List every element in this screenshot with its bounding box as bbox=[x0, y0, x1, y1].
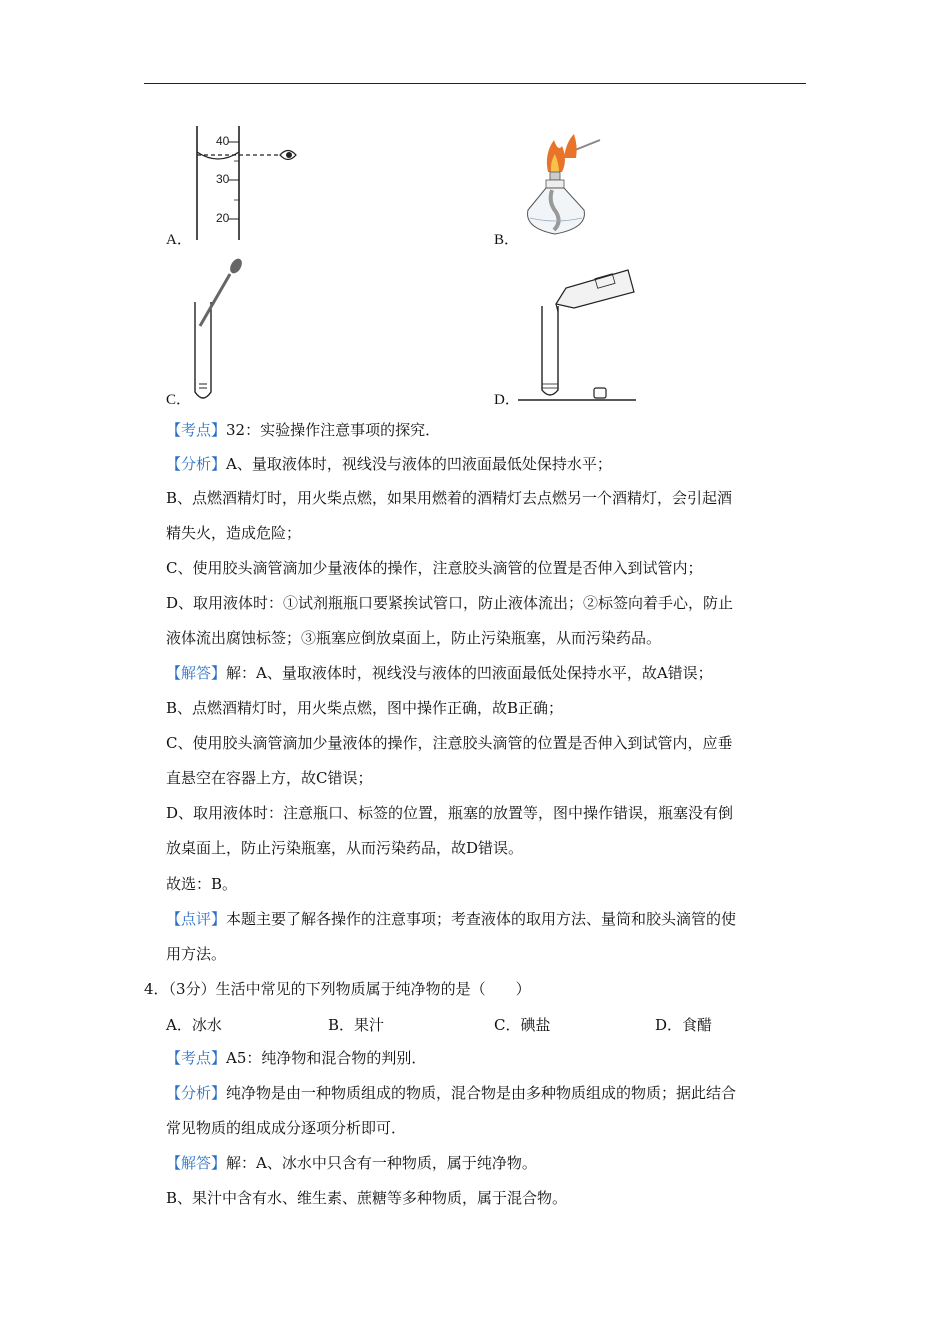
q3-dianping-line1: 【点评】本题主要了解各操作的注意事项；考查液体的取用方法、量筒和胶头滴管的使 bbox=[166, 910, 737, 928]
header-rule bbox=[144, 83, 806, 84]
fenxi-tag: 【分析】 bbox=[166, 455, 227, 473]
figure-a-label: A． bbox=[166, 232, 192, 248]
q3-jieda-line6: 放桌面上，防止污染瓶塞，从而污染药品，故D错误。 bbox=[166, 839, 524, 857]
q3-jieda-line7: 故选：B。 bbox=[166, 875, 238, 893]
q3-jieda-line2: B、点燃酒精灯时，用火柴点燃，图中操作正确，故B正确； bbox=[166, 699, 564, 717]
figure-b-label: B． bbox=[494, 232, 520, 248]
jieda-tag: 【解答】 bbox=[166, 664, 227, 682]
q4-jieda-line2: B、果汁中含有水、维生素、蔗糖等多种物质，属于混合物。 bbox=[166, 1189, 568, 1207]
tick-label-20: 20 bbox=[216, 211, 230, 225]
jieda-tag: 【解答】 bbox=[166, 1154, 227, 1172]
kaodian-tag: 【考点】 bbox=[166, 421, 227, 439]
figure-d-pouring-liquid bbox=[518, 262, 638, 407]
figure-c-label: C． bbox=[166, 392, 192, 408]
q4-choice-c: C．碘盐 bbox=[494, 1016, 551, 1034]
q3-fenxi-line1: 【分析】A、量取液体时，视线没与液体的凹液面最低处保持水平； bbox=[166, 455, 612, 473]
dianping-tag: 【点评】 bbox=[166, 910, 227, 928]
q3-jieda-line5: D、取用液体时：注意瓶口、标签的位置，瓶塞的放置等，图中操作错误，瓶塞没有倒 bbox=[166, 804, 734, 822]
figure-a-graduated-cylinder bbox=[190, 122, 310, 242]
figure-c-dropper-in-tube bbox=[190, 256, 260, 406]
q4-choice-d: D．食醋 bbox=[655, 1016, 713, 1034]
q4-fenxi-line2: 常见物质的组成成分逐项分析即可． bbox=[166, 1119, 407, 1137]
q4-fenxi-line1: 【分析】纯净物是由一种物质组成的物质，混合物是由多种物质组成的物质；据此结合 bbox=[166, 1084, 737, 1102]
q3-jieda-line1: 【解答】解：A、量取液体时，视线没与液体的凹液面最低处保持水平，故A错误； bbox=[166, 664, 713, 682]
q3-fenxi-line5: D、取用液体时：①试剂瓶瓶口要紧挨试管口，防止液体流出；②标签向着手心，防止 bbox=[166, 594, 734, 612]
q3-jieda-line3: C、使用胶头滴管滴加少量液体的操作，注意胶头滴管的位置是否伸入到试管内，应垂 bbox=[166, 734, 733, 752]
q3-fenxi-line3: 精失火，造成危险； bbox=[166, 524, 302, 542]
q4-kaodian: 【考点】A5：纯净物和混合物的判别． bbox=[166, 1049, 427, 1067]
figure-d-label: D． bbox=[494, 392, 520, 408]
tick-label-40: 40 bbox=[216, 134, 230, 148]
kaodian-tag: 【考点】 bbox=[166, 1049, 227, 1067]
tick-label-30: 30 bbox=[216, 172, 230, 186]
q4-stem: 4．（3分）生活中常见的下列物质属于纯净物的是（ ） bbox=[144, 980, 531, 998]
q3-dianping-line2: 用方法。 bbox=[166, 945, 227, 963]
q4-choice-a: A．冰水 bbox=[166, 1016, 222, 1034]
q3-jieda-line4: 直悬空在容器上方，故C错误； bbox=[166, 769, 373, 787]
fenxi-tag: 【分析】 bbox=[166, 1084, 227, 1102]
eye-icon bbox=[280, 151, 296, 160]
figure-b-alcohol-lamp bbox=[518, 132, 618, 242]
q4-jieda-line1: 【解答】解：A、冰水中只含有一种物质，属于纯净物。 bbox=[166, 1154, 537, 1172]
q4-choice-b: B．果汁 bbox=[328, 1016, 385, 1034]
q3-fenxi-line4: C、使用胶头滴管滴加少量液体的操作，注意胶头滴管的位置是否伸入到试管内； bbox=[166, 559, 703, 577]
q3-kaodian: 【考点】32：实验操作注意事项的探究． bbox=[166, 421, 441, 439]
q3-fenxi-line2: B、点燃酒精灯时，用火柴点燃，如果用燃着的酒精灯去点燃另一个酒精灯，会引起酒 bbox=[166, 489, 733, 507]
q3-fenxi-line6: 液体流出腐蚀标签；③瓶塞应倒放桌面上，防止污染瓶塞，从而污染药品。 bbox=[166, 629, 662, 647]
